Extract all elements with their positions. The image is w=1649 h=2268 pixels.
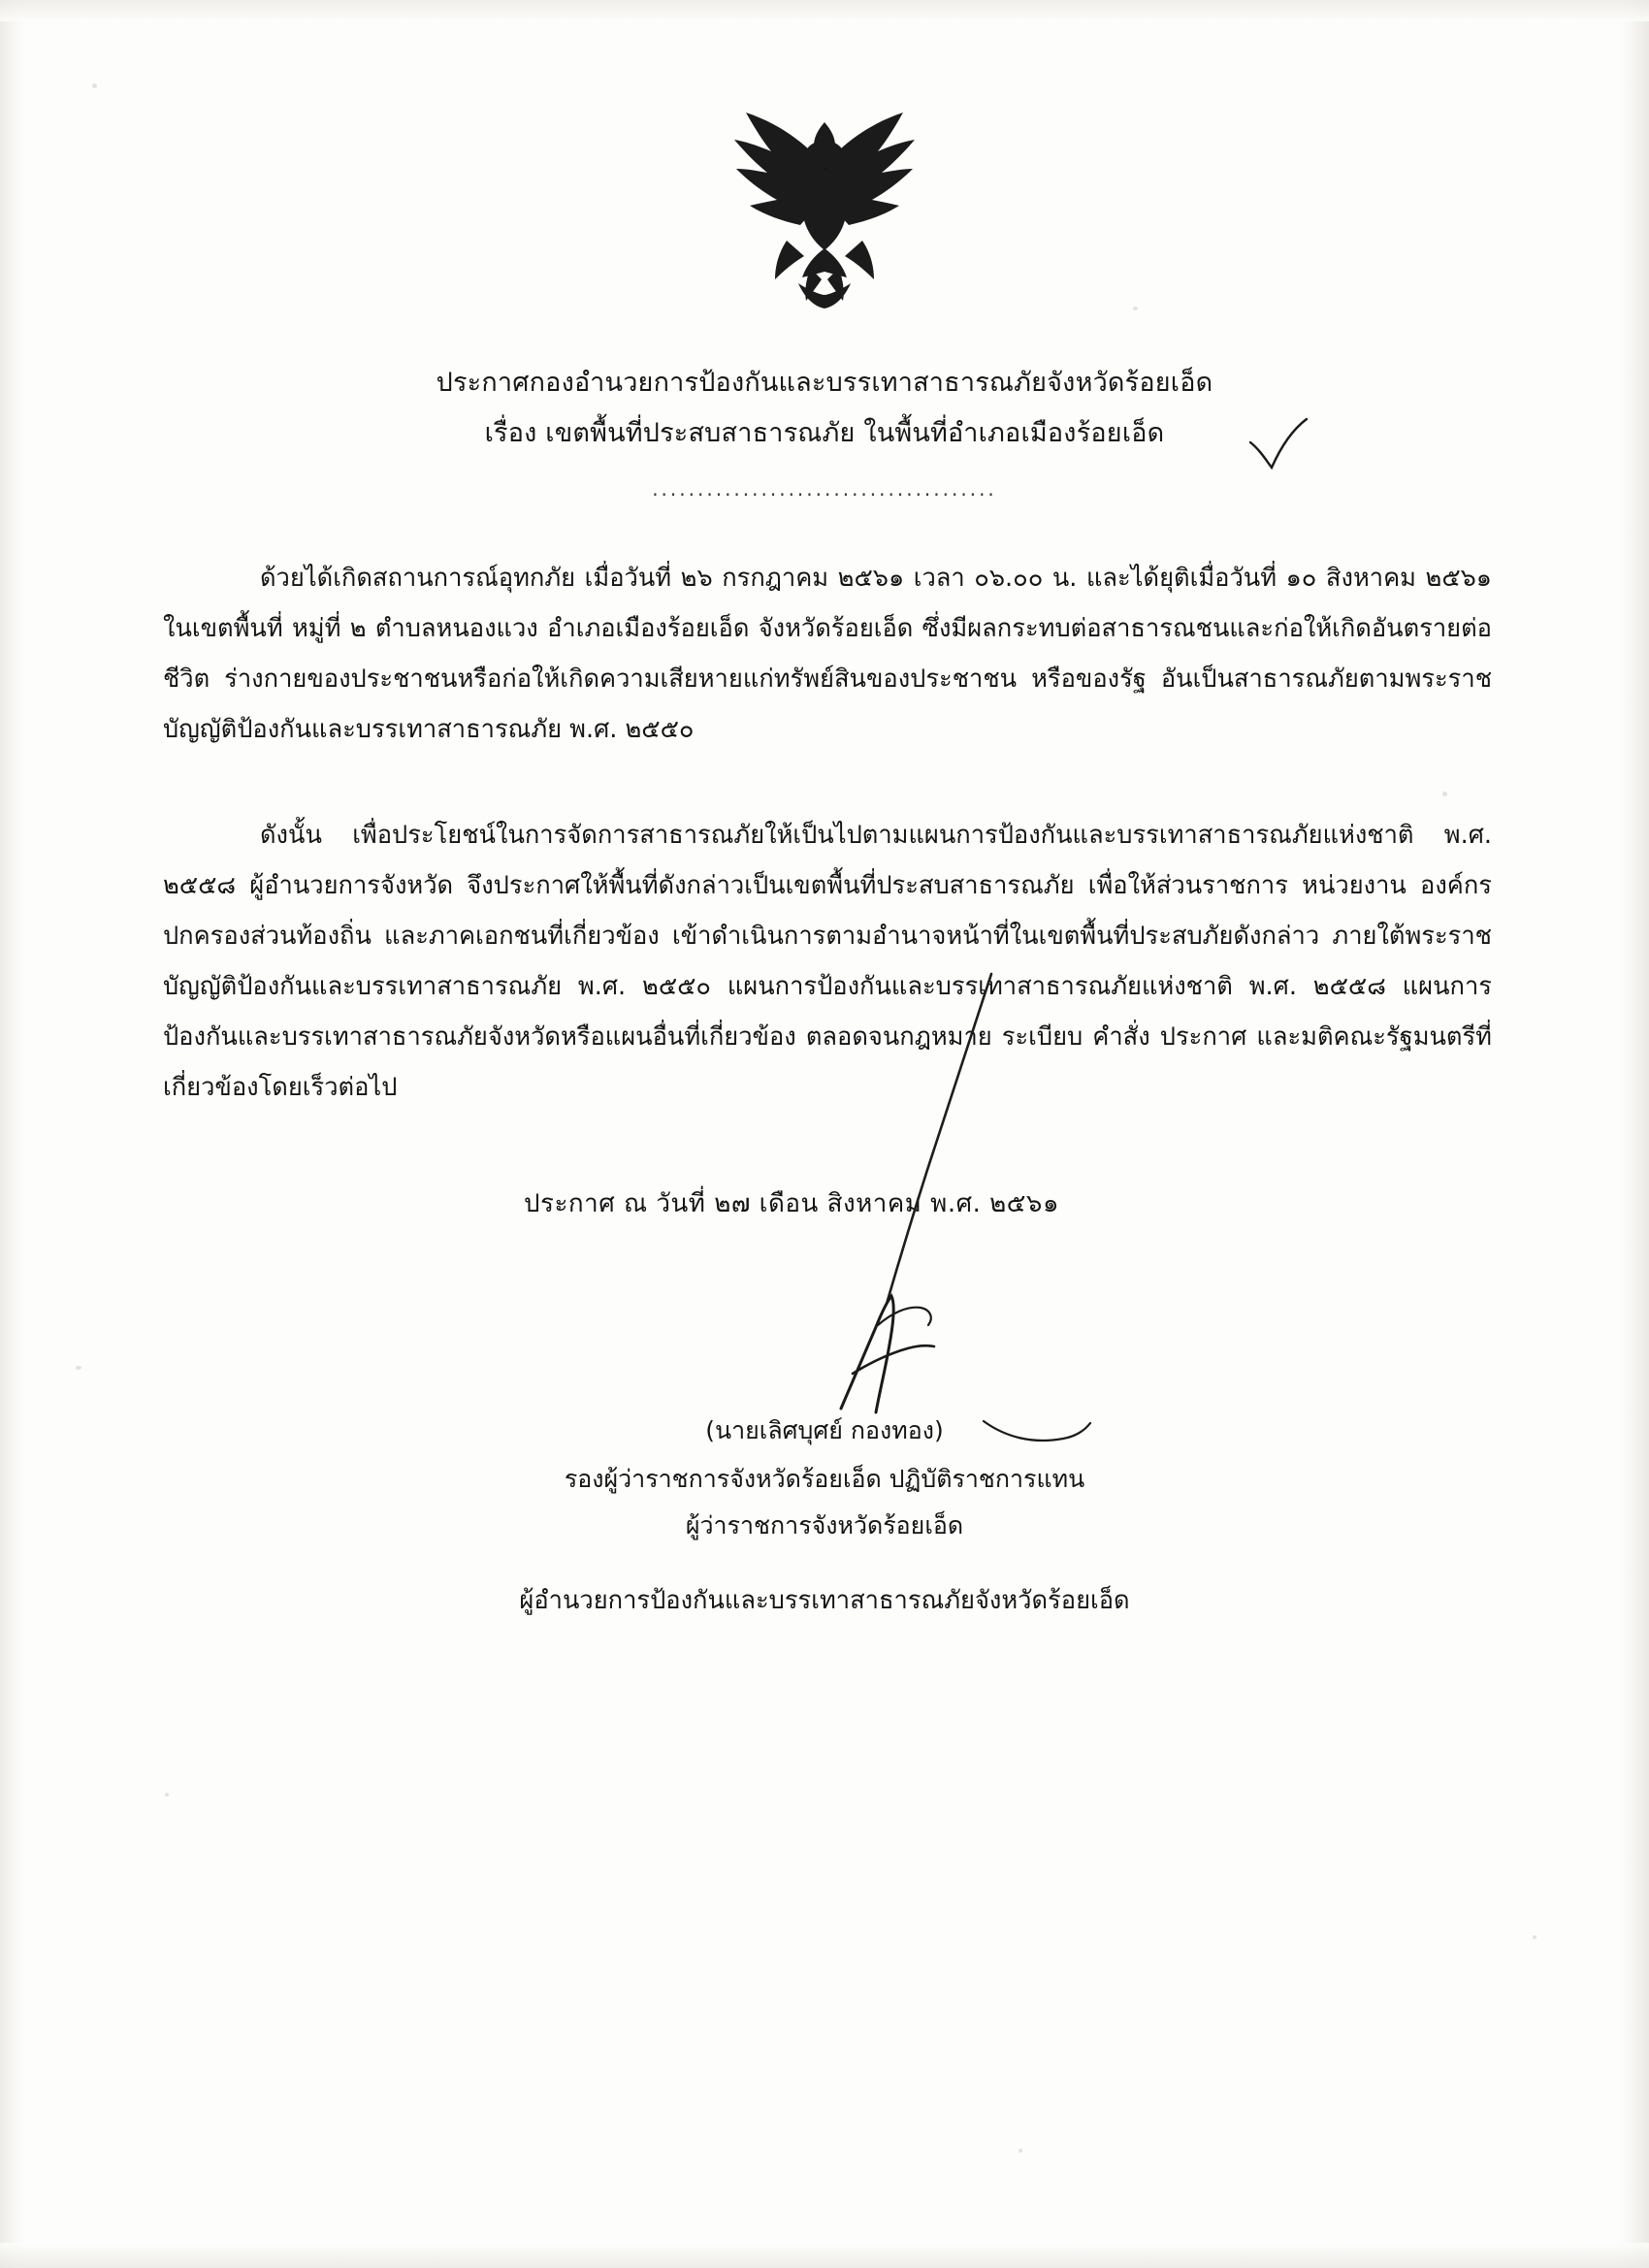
paper-speck [1533, 1935, 1536, 1939]
paragraph-1 [163, 553, 1492, 755]
document-subject: เรื่อง เขตพื้นที่ประสบสาธารณภัย ในพื้นที่อำเภอเมืองร้อยเอ็ด [484, 418, 1165, 448]
notice-date: ประกาศ ณ วันที่ ๒๗ เดือน สิงหาคม พ.ศ. ๒๕๖๑ [524, 1189, 1059, 1218]
paper-speck [1018, 2149, 1022, 2153]
page-title: ประกาศกองอำนวยการป้องกันและบรรเทาสาธารณภัยจังหวัดร้อยเอ็ด [436, 368, 1213, 398]
paragraph-2 [163, 810, 1492, 1113]
paragraph-1-text: ด้วยได้เกิดสถานการณ์อุทกภัย เมื่อวันที่ ๒๖ กรกฎาคม ๒๕๖๑ เวลา ๐๖.๐๐ น. และได้ยุติเมื่อวันที่ ๑๐ สิงหาคม ๒๕๖๑ ในเขตพื้นที่ หมู่ที่ ๒ ตำบลหนองแวง อำเภอเมืองร้อยเอ็ด จังหวัดร้อยเอ็ด ซึ่งมีผลกระทบต่อสาธารณชนและก่อให้เกิดอันตรายต่อชีวิต ร่างกายของประชาชนหรือก่อให้เกิดความเสียหายแก่ทรัพย์สินของประชาชน หรือของรัฐ อันเป็นสาธารณภัยตามพระราชบัญญัติป้องกันและบรรเทาสาธารณภัย พ.ศ. ๒๕๕๐ [163, 564, 1492, 744]
signature-role: ผู้อำนวยการป้องกันและบรรเทาสาธารณภัยจังหวัดร้อยเอ็ด [519, 1586, 1130, 1615]
paragraph-2-text: ดังนั้น เพื่อประโยชน์ในการจัดการสาธารณภัยให้เป็นไปตามแผนการป้องกันและบรรเทาสาธารณภัยแห่งชาติ พ.ศ. ๒๕๕๘ ผู้อำนวยการจังหวัด จึงประกาศให้พื้นที่ดังกล่าวเป็นเขตพื้นที่ประสบสาธารณภัย เพื่อให้ส่วนราชการ หน่วยงาน องค์กรปกครองส่วนท้องถิ่น และภาคเอกชนที่เกี่ยวข้อง เข้าดำเนินการตามอำนาจหน้าที่ในเขตพื้นที่ประสบภัยดังกล่าว ภายใต้พระราชบัญญัติป้องกันและบรรเทาสาธารณภัย พ.ศ. ๒๕๕๐ แผนการป้องกันและบรรเทาสาธารณภัยแห่งชาติ พ.ศ. ๒๕๕๘ แผนการป้องกันและบรรเทาสาธารณภัยจังหวัดหรือแผนอื่นที่เกี่ยวข้อง ตลอดจนกฎหมาย ระเบียบ คำสั่ง ประกาศ และมติคณะรัฐมนตรีที่เกี่ยวข้องโดยเร็วต่อไป [163, 821, 1492, 1102]
paper-speck [76, 1366, 81, 1370]
paper-speck [1442, 792, 1447, 796]
scan-edge-right [1620, 0, 1649, 2268]
scan-edge-left [0, 0, 25, 2268]
paper-speck [165, 1793, 169, 1797]
separator-dots: ...................................... [652, 477, 997, 501]
paper-speck [1133, 307, 1138, 310]
signature-position-line1: รองผู้ว่าราชการจังหวัดร้อยเอ็ด ปฏิบัติราชการแทน [564, 1465, 1085, 1493]
signature-position-line2: ผู้ว่าราชการจังหวัดร้อยเอ็ด [685, 1511, 964, 1539]
scan-edge-bottom [0, 2243, 1649, 2268]
garuda-emblem [713, 105, 936, 313]
paper-speck [92, 83, 97, 88]
scan-edge-top [0, 0, 1649, 21]
signature-name: (นายเลิศบุศย์ กองทอง) [705, 1416, 944, 1444]
